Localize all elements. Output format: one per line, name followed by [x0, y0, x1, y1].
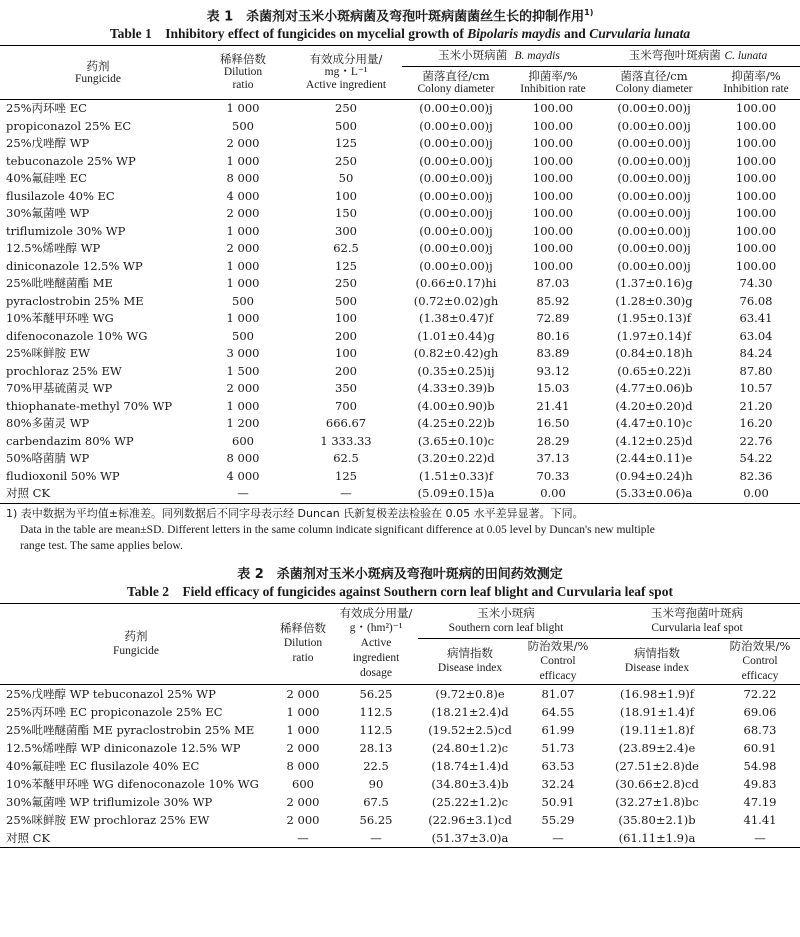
table-cell: (35.80±2.1)b [618, 812, 696, 827]
table-cell: 3 000 [226, 346, 260, 361]
table-cell: 56.25 [359, 812, 393, 827]
table-cell: (0.00±0.00)j [419, 258, 493, 273]
table-cell: 100.00 [735, 153, 777, 168]
table-cell: 100.00 [532, 206, 574, 221]
table-cell: propiconazol 25% EC [6, 118, 132, 133]
table-cell: 8 000 [226, 451, 260, 466]
table-cell: 100.00 [532, 258, 574, 273]
table-cell: 1 000 [226, 101, 260, 116]
table-row [0, 485, 800, 503]
table-cell: 56.25 [359, 686, 393, 701]
table-cell: (4.77±0.06)b [615, 381, 693, 396]
table-cell: 2 000 [286, 686, 320, 701]
table-cell: 100.00 [532, 136, 574, 151]
table-cell: 68.73 [743, 722, 777, 737]
table-cell: 100.00 [532, 153, 574, 168]
table-cell: 500 [335, 118, 357, 133]
table-cell: tebuconazole 25% WP [6, 153, 136, 168]
table-cell: (0.00±0.00)j [419, 136, 493, 151]
table-cell: 30%氟菌唑 WP triflumizole 30% WP [6, 794, 213, 809]
table-cell: 600 [292, 776, 314, 791]
table-cell: 100.00 [735, 188, 777, 203]
table-cell: — [754, 830, 766, 845]
table-cell: (1.38±0.47)f [418, 311, 494, 326]
table-cell: 100.00 [735, 101, 777, 116]
table-cell: 50 [338, 171, 354, 186]
table-cell: 2 000 [286, 740, 320, 755]
table-cell: 93.12 [536, 363, 570, 378]
table-cell: (3.65±0.10)c [417, 433, 495, 448]
table-cell: diniconazole 12.5% WP [6, 258, 143, 273]
table-cell: 21.20 [739, 398, 773, 413]
table-cell: (4.33±0.39)b [417, 381, 495, 396]
table-cell: 500 [232, 293, 254, 308]
table-row [0, 205, 800, 223]
table2-body [0, 684, 800, 847]
t1-header-bm-inhibition: 抑菌率/% Inhibition rate [510, 67, 596, 100]
table-cell: difenoconazole 10% WG [6, 328, 148, 343]
t1-header-cl-diameter: 菌落直径/cm Colony diameter [596, 67, 712, 100]
table-cell: (4.20±0.20)d [615, 398, 693, 413]
table-row [0, 793, 800, 811]
table-cell: (0.82±0.42)gh [413, 346, 499, 361]
table-cell: 12.5%烯唑醇 WP diniconazole 12.5% WP [6, 740, 241, 755]
table-cell: 100.00 [532, 171, 574, 186]
table-cell: (0.94±0.24)h [615, 468, 693, 483]
table-cell: (2.44±0.11)e [615, 451, 693, 466]
table-cell: (0.00±0.00)j [419, 171, 493, 186]
table-cell: 100 [335, 346, 357, 361]
table-row [0, 703, 800, 721]
table-cell: 80.16 [536, 328, 570, 343]
table-cell: (0.00±0.00)j [617, 258, 691, 273]
table-cell: 37.13 [536, 451, 570, 466]
table-cell: (0.84±0.18)h [615, 346, 693, 361]
t1-header-agent: 药剂 Fungicide [0, 46, 196, 100]
table-cell: 125 [335, 258, 357, 273]
table-cell: 84.24 [739, 346, 773, 361]
table-cell: 81.07 [541, 686, 575, 701]
table-cell: (5.09±0.15)a [417, 486, 495, 501]
table-cell: 54.22 [739, 451, 773, 466]
table-cell: 100.00 [735, 136, 777, 151]
table-cell: 100.00 [735, 258, 777, 273]
table-cell: (5.33±0.06)a [615, 486, 693, 501]
table-row [0, 188, 800, 206]
table-cell: 1 000 [226, 311, 260, 326]
t1-header-ai: 有效成分用量/ mg・L⁻¹ Active ingredient [290, 46, 402, 100]
table-cell: 62.5 [333, 451, 359, 466]
table-cell: 25%吡唑醚菌酯 ME [6, 276, 113, 291]
table-cell: 70.33 [536, 468, 570, 483]
table-cell: 8 000 [286, 758, 320, 773]
table-cell: 100.00 [735, 223, 777, 238]
table-row [0, 380, 800, 398]
table-cell: (0.00±0.00)j [617, 223, 691, 238]
table-row [0, 415, 800, 433]
table-cell: 30%氟菌唑 WP [6, 206, 90, 221]
table-row [0, 310, 800, 328]
table-row [0, 829, 800, 848]
table-cell: 83.89 [536, 346, 570, 361]
table-cell: 112.5 [359, 704, 393, 719]
table-cell: 600 [232, 433, 254, 448]
table-cell: 25%戊唑醇 WP tebuconazol 25% WP [6, 686, 216, 701]
table-cell: 4 000 [226, 468, 260, 483]
table-cell: (51.37±3.0)a [431, 830, 509, 845]
t2-header-scb-ce: 防治效果/% Control efficacy [522, 638, 594, 684]
table-cell: 16.50 [536, 416, 570, 431]
table-cell: 0.00 [743, 486, 769, 501]
footnote-en-line2: range test. The same applies below. [20, 539, 183, 552]
table-cell: 1 200 [226, 416, 260, 431]
table1-footnote [0, 506, 800, 554]
table-cell: (0.00±0.00)j [419, 118, 493, 133]
table-cell: 51.73 [541, 740, 575, 755]
table-cell: 1 000 [226, 398, 260, 413]
table-row [0, 398, 800, 416]
table-cell: 1 500 [226, 363, 260, 378]
table-cell: (0.00±0.00)j [617, 118, 691, 133]
table-cell: 22.5 [363, 758, 389, 773]
table-row [0, 170, 800, 188]
table-cell: (4.47±0.10)c [615, 416, 693, 431]
table-cell: (30.66±2.8)cd [615, 776, 699, 791]
table2-caption-zh: 表 2 杀菌剂对玉米小斑病及弯孢叶斑病的田间药效测定 [237, 566, 563, 582]
table-cell: (27.51±2.8)de [615, 758, 699, 773]
table-cell: 32.24 [541, 776, 575, 791]
table-cell: 63.53 [541, 758, 575, 773]
table-cell: (0.00±0.00)j [419, 241, 493, 256]
table-cell: 22.76 [739, 433, 773, 448]
table-cell: 2 000 [226, 381, 260, 396]
table2-caption-en: Table 2 Field efficacy of fungicides against Southern corn leaf blight and Curvularia leaf spot [127, 583, 673, 599]
table-cell: 500 [232, 328, 254, 343]
table-cell: (0.00±0.00)j [419, 206, 493, 221]
table-cell: (22.96±3.1)cd [428, 812, 512, 827]
table-row [0, 153, 800, 171]
table-cell: 1 000 [226, 258, 260, 273]
table-cell: 25%丙环唑 EC propiconazole 25% EC [6, 704, 223, 719]
table-cell: 2 000 [226, 241, 260, 256]
table-cell: 90 [368, 776, 384, 791]
table-cell: 666.67 [325, 416, 367, 431]
table-cell: 69.06 [743, 704, 777, 719]
table-cell: 对照 CK [6, 486, 51, 501]
table-cell: 63.04 [739, 328, 773, 343]
table-cell: 25%咪鲜胺 EW [6, 346, 90, 361]
table-cell: 100.00 [735, 118, 777, 133]
t1-header-cl-inhibition: 抑菌率/% Inhibition rate [712, 67, 800, 100]
table-cell: (0.00±0.00)j [419, 101, 493, 116]
table-cell: (0.00±0.00)j [617, 136, 691, 151]
t1-header-bm-diameter: 菌落直径/cm Colony diameter [402, 67, 510, 100]
table-cell: 25%吡唑醚菌酯 ME pyraclostrobin 25% ME [6, 722, 255, 737]
table-cell: (0.00±0.00)j [617, 171, 691, 186]
table-cell: 12.5%烯唑醇 WP [6, 241, 101, 256]
table-cell: 60.91 [743, 740, 777, 755]
table-row [0, 757, 800, 775]
table-cell: 112.5 [359, 722, 393, 737]
t2-header-ai: 有效成分用量/ g・(hm²)⁻¹ Active ingredient dosage [334, 603, 418, 684]
table-cell: 63.41 [739, 311, 773, 326]
table-cell: 4 000 [226, 188, 260, 203]
table-cell: flusilazole 40% EC [6, 188, 115, 203]
table-cell: 72.22 [743, 686, 777, 701]
table-row [0, 363, 800, 381]
table-cell: 67.5 [363, 794, 389, 809]
table-cell: (4.12±0.25)d [615, 433, 693, 448]
table-cell: 76.08 [739, 293, 773, 308]
table-cell: (23.89±2.4)e [618, 740, 696, 755]
table-cell: 40%氟硅唑 EC flusilazole 40% EC [6, 758, 200, 773]
table-cell: 200 [335, 363, 357, 378]
table-cell: 72.89 [536, 311, 570, 326]
table-cell: (19.11±1.8)f [619, 722, 695, 737]
table-cell: 28.13 [359, 740, 393, 755]
table-cell: 10%苯醚甲环唑 WG difenoconazole 10% WG [6, 776, 259, 791]
table-cell: (18.21±2.4)d [431, 704, 509, 719]
table-cell: 25%戊唑醇 WP [6, 136, 90, 151]
table-cell: 16.20 [739, 416, 773, 431]
table-cell: 125 [335, 468, 357, 483]
t1-header-bm-group: 玉米小斑病菌 B. maydis [402, 46, 596, 67]
table-cell: 700 [335, 398, 357, 413]
table-row [0, 275, 800, 293]
table-cell: (61.11±1.9)a [618, 830, 696, 845]
table-cell: 55.29 [541, 812, 575, 827]
table-cell: (0.00±0.00)j [617, 101, 691, 116]
table-cell: (0.66±0.17)hi [415, 276, 497, 291]
table-cell: 61.99 [541, 722, 575, 737]
table-cell: (0.00±0.00)j [419, 188, 493, 203]
table1-caption-zh: 表 1 杀菌剂对玉米小斑病菌及弯孢叶斑病菌菌丝生长的抑制作用$^{1)}$ [206, 8, 594, 25]
table-cell: 41.41 [743, 812, 777, 827]
table-cell: 8 000 [226, 171, 260, 186]
table-row [0, 118, 800, 136]
table-cell: 2 000 [226, 136, 260, 151]
table-cell: (1.51±0.33)f [418, 468, 494, 483]
table-row [0, 293, 800, 311]
table-row [0, 450, 800, 468]
table-cell: prochloraz 25% EW [6, 363, 122, 378]
table-cell: 1 000 [226, 223, 260, 238]
table-cell: (25.22±1.2)c [431, 794, 509, 809]
table-cell: (1.28±0.30)g [615, 293, 693, 308]
t1-header-dilution: 稀释倍数 Dilution ratio [196, 46, 290, 100]
table-cell: — [340, 486, 352, 501]
table1 [0, 45, 800, 504]
table-cell: 100.00 [532, 223, 574, 238]
table-cell: 74.30 [739, 276, 773, 291]
table-cell: 25%丙环唑 EC [6, 101, 87, 116]
table-cell: 87.03 [536, 276, 570, 291]
table-cell: 100.00 [532, 118, 574, 133]
table-cell: 82.36 [739, 468, 773, 483]
table-cell: 40%氟硅唑 EC [6, 171, 87, 186]
table-cell: (18.74±1.4)d [431, 758, 509, 773]
table-cell: 21.41 [536, 398, 570, 413]
table-cell: 85.92 [536, 293, 570, 308]
table-cell: (0.00±0.00)j [617, 241, 691, 256]
table-cell: (4.25±0.22)b [417, 416, 495, 431]
table-cell: (0.00±0.00)j [617, 188, 691, 203]
table-cell: (18.91±1.4)f [619, 704, 695, 719]
table-cell: 25%咪鲜胺 EW prochloraz 25% EW [6, 812, 210, 827]
table-cell: 100 [335, 188, 357, 203]
table-cell: (3.20±0.22)d [417, 451, 495, 466]
table-cell: 28.29 [536, 433, 570, 448]
table-row [0, 223, 800, 241]
table-cell: 50.91 [541, 794, 575, 809]
table-cell: (0.65±0.22)i [617, 363, 691, 378]
table-cell: 250 [335, 276, 357, 291]
table-cell: 1 000 [226, 276, 260, 291]
table-cell: (1.95±0.13)f [616, 311, 692, 326]
table-cell: 50%咯菌腈 WP [6, 451, 90, 466]
table-row [0, 328, 800, 346]
table-cell: 1 000 [226, 153, 260, 168]
table1-caption-en: Table 1 Inhibitory effect of fungicides on mycelial growth of Bipolaris maydis and Curvularia lunata [109, 26, 691, 42]
table-cell: (19.52±2.5)cd [428, 722, 512, 737]
table-cell: (16.98±1.9)f [619, 686, 695, 701]
table-row [0, 684, 800, 703]
t2-header-scb-di: 病情指数 Disease index [418, 638, 522, 684]
table-cell: 100.00 [532, 101, 574, 116]
table-cell: 2 000 [286, 794, 320, 809]
table-cell: (1.01±0.44)g [417, 328, 495, 343]
table-cell: fludioxonil 50% WP [6, 468, 120, 483]
t2-header-agent: 药剂 Fungicide [0, 603, 272, 684]
table-cell: 87.80 [739, 363, 773, 378]
table-cell: (4.00±0.90)b [417, 398, 495, 413]
table-row [0, 721, 800, 739]
table-row [0, 135, 800, 153]
table-cell: 1 000 [286, 704, 320, 719]
table-cell: — [370, 830, 382, 845]
table-cell: 70%甲基硫菌灵 WP [6, 381, 113, 396]
table-cell: — [552, 830, 564, 845]
table-cell: 49.83 [743, 776, 777, 791]
table-cell: 350 [335, 381, 357, 396]
table-cell: 100.00 [532, 241, 574, 256]
table-cell: (1.37±0.16)g [615, 276, 693, 291]
table-cell: 250 [335, 101, 357, 116]
table-cell: 2 000 [226, 206, 260, 221]
footnote-zh: 1) 表中数据为平均值±标准差。同列数据后不同字母表示经 Duncan 氏新复极差法检验在 0.05 水平差异显著。下同。 [6, 506, 584, 520]
table-cell: (0.00±0.00)j [617, 153, 691, 168]
table-cell: (1.97±0.14)f [616, 328, 692, 343]
table-row [0, 258, 800, 276]
table-cell: 500 [335, 293, 357, 308]
table1-body [0, 100, 800, 504]
table-cell: 1 333.33 [320, 433, 372, 448]
table-cell: (32.27±1.8)bc [615, 794, 699, 809]
table-cell: (34.80±3.4)b [431, 776, 509, 791]
table-row [0, 433, 800, 451]
table-cell: 2 000 [286, 812, 320, 827]
table-cell: 64.55 [541, 704, 575, 719]
table-cell: 500 [232, 118, 254, 133]
table-cell: — [237, 486, 249, 501]
table-cell: 100.00 [735, 171, 777, 186]
table-cell: 125 [335, 136, 357, 151]
table-cell: (0.35±0.25)ij [417, 363, 495, 378]
table-cell: (0.00±0.00)j [419, 153, 493, 168]
table-cell: 80%多菌灵 WP [6, 416, 90, 431]
table-cell: 100.00 [735, 206, 777, 221]
t2-header-dilution: 稀释倍数 Dilution ratio [272, 603, 334, 684]
table-cell: 150 [335, 206, 357, 221]
table-cell: 250 [335, 153, 357, 168]
footnote-en-line1: Data in the table are mean±SD. Different letters in the same column indicate significant difference at 0.05 level by Duncan's new multiple [20, 523, 655, 536]
table-row [0, 100, 800, 118]
table-cell: triflumizole 30% WP [6, 223, 126, 238]
table-cell: 200 [335, 328, 357, 343]
table-row [0, 811, 800, 829]
table-row [0, 739, 800, 757]
table-cell: (0.00±0.00)j [419, 223, 493, 238]
table-row [0, 468, 800, 486]
table-cell: 10%苯醚甲环唑 WG [6, 311, 114, 326]
table-cell: thiophanate-methyl 70% WP [6, 398, 173, 413]
table-cell: (24.80±1.2)c [431, 740, 509, 755]
table2 [0, 603, 800, 848]
table-row [0, 775, 800, 793]
table-cell: 100.00 [532, 188, 574, 203]
t2-header-scb-group: 玉米小斑病 Southern corn leaf blight [418, 603, 594, 638]
t2-header-cls-ce: 防治效果/% Control efficacy [720, 638, 800, 684]
table-cell: 15.03 [536, 381, 570, 396]
table-cell: 1 000 [286, 722, 320, 737]
table-cell: 300 [335, 223, 357, 238]
table-cell: 54.98 [743, 758, 777, 773]
table-row [0, 240, 800, 258]
t1-header-cl-group: 玉米弯孢叶斑病菌 C. lunata [596, 46, 800, 67]
table-cell: 100 [335, 311, 357, 326]
table-cell: (0.72±0.02)gh [413, 293, 499, 308]
table-cell: 对照 CK [6, 830, 51, 845]
table-cell: (0.00±0.00)j [617, 206, 691, 221]
table-cell: — [297, 830, 309, 845]
table-row [0, 345, 800, 363]
table-cell: 10.57 [739, 381, 773, 396]
table-cell: pyraclostrobin 25% ME [6, 293, 144, 308]
table-cell: 47.19 [743, 794, 777, 809]
table-cell: (9.72±0.8)e [435, 686, 505, 701]
table-cell: carbendazim 80% WP [6, 433, 134, 448]
t2-header-cls-group: 玉米弯孢菌叶斑病 Curvularia leaf spot [594, 603, 800, 638]
table-cell: 0.00 [540, 486, 566, 501]
t2-header-cls-di: 病情指数 Disease index [594, 638, 720, 684]
table-cell: 100.00 [735, 241, 777, 256]
table-cell: 62.5 [333, 241, 359, 256]
